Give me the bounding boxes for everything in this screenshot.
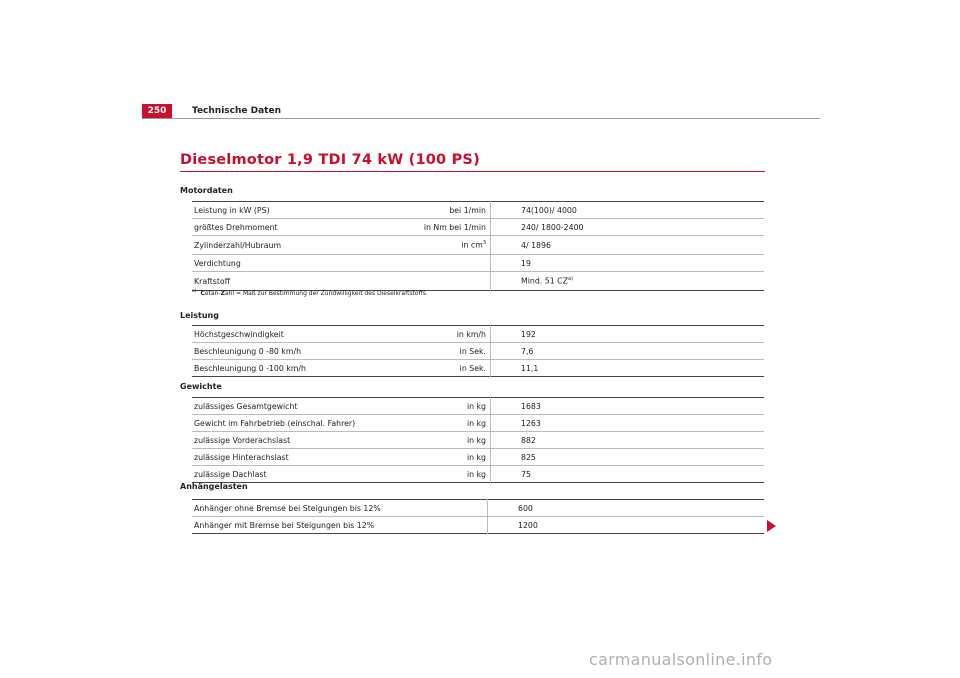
row-unit: in kg — [410, 449, 491, 466]
row-unit: in kg — [410, 398, 491, 415]
table-row — [192, 326, 764, 343]
table-row — [192, 432, 764, 449]
row-unit: in Sek. — [410, 343, 491, 360]
row-value: 882 — [491, 432, 765, 449]
table-motordaten — [192, 201, 764, 291]
row-label: zulässiges Gesamtgewicht — [192, 398, 410, 415]
row-value: 1263 — [491, 415, 765, 432]
footnote-ref[interactable]: a) — [567, 276, 573, 283]
table-row — [192, 360, 764, 377]
row-unit: in Sek. — [410, 360, 491, 377]
row-label: Zylinderzahl/Hubraum — [192, 236, 410, 255]
row-value: 75 — [521, 469, 531, 479]
row-label: zulässige Dachlast — [194, 469, 267, 479]
table-row — [192, 449, 764, 466]
row-unit — [410, 236, 491, 255]
row-label: Gewicht im Fahrbetrieb (einschal. Fahrer) — [192, 415, 410, 432]
row-label: Leistung in kW (PS) — [192, 202, 410, 219]
next-page-arrow-icon[interactable] — [767, 520, 776, 532]
table-row — [192, 272, 764, 291]
table-row — [192, 236, 764, 255]
row-value: 825 — [491, 449, 765, 466]
footnote-text-1: etan- — [204, 290, 221, 297]
row-label: Beschleunigung 0 -100 km/h — [194, 363, 307, 373]
table-row — [192, 343, 764, 360]
row-label: Verdichtung — [192, 255, 410, 272]
table-leistung — [192, 325, 764, 377]
unit-superscript: 3 — [482, 240, 486, 247]
row-unit — [410, 255, 491, 272]
section-heading-gewichte: Gewichte — [180, 382, 222, 391]
row-value: 4/ 1896 — [491, 236, 765, 255]
table-row — [192, 415, 764, 432]
page-title: Dieselmotor 1,9 TDI 74 kW (100 PS) — [180, 152, 480, 168]
row-unit: in kg — [410, 415, 491, 432]
row-value — [491, 272, 765, 291]
row-value: 7,6 — [491, 343, 765, 360]
value-text: Mind. 51 CZ — [521, 276, 568, 286]
row-label: Anhänger mit Bremse bei Steigungen bis 12% — [192, 517, 488, 534]
section-heading-motordaten: Motordaten — [180, 186, 233, 195]
section-heading-leistung: Leistung — [180, 311, 219, 320]
row-value: 1200 — [518, 520, 538, 530]
title-underline — [180, 171, 765, 172]
row-value: 74(100)/ 4000 — [491, 202, 765, 219]
row-label: Anhänger ohne Bremse bei Steigungen bis 12% — [192, 500, 488, 517]
row-label: Beschleunigung 0 -80 km/h — [192, 343, 410, 360]
row-label: zulässige Hinterachslast — [192, 449, 410, 466]
watermark: carmanualsonline.info — [589, 650, 773, 669]
row-label: zulässige Vorderachslast — [192, 432, 410, 449]
row-unit — [410, 272, 491, 291]
row-label: Kraftstoff — [194, 276, 231, 286]
table-row — [192, 466, 764, 483]
table-anhaengelasten — [192, 499, 764, 534]
table-row — [192, 517, 764, 534]
row-value: 11,1 — [521, 363, 539, 373]
table-row — [192, 219, 764, 236]
row-unit: bei 1/min — [410, 202, 491, 219]
row-unit: in kg — [410, 466, 491, 483]
footnote — [192, 290, 428, 297]
row-value: 1683 — [491, 398, 765, 415]
header-divider — [142, 118, 820, 119]
footnote-mark: a) — [192, 289, 197, 294]
table-row — [192, 255, 764, 272]
row-unit: in kg — [410, 432, 491, 449]
row-label: größtes Drehmoment — [192, 219, 410, 236]
section-heading-anhaengelasten: Anhängelasten — [180, 482, 248, 491]
row-value: 19 — [491, 255, 765, 272]
footnote-bold-z: Z — [220, 290, 225, 297]
header-title: Technische Daten — [192, 106, 281, 116]
row-value: 240/ 1800-2400 — [491, 219, 765, 236]
footnote-text-2: ahl = Maß zur Bestimmung der Zündwilligkeit des Dieselkraftstoffs. — [224, 290, 428, 297]
footnote-bold-c: C — [200, 290, 205, 297]
unit-text: in cm — [461, 240, 483, 250]
table-row — [192, 398, 764, 415]
row-unit: in Nm bei 1/min — [410, 219, 491, 236]
row-label: Höchstgeschwindigkeit — [192, 326, 410, 343]
page-number: 250 — [142, 104, 172, 118]
row-unit: in km/h — [410, 326, 491, 343]
table-row — [192, 500, 764, 517]
table-row — [192, 202, 764, 219]
row-value: 600 — [488, 500, 765, 517]
row-value: 192 — [491, 326, 765, 343]
table-gewichte — [192, 397, 764, 483]
